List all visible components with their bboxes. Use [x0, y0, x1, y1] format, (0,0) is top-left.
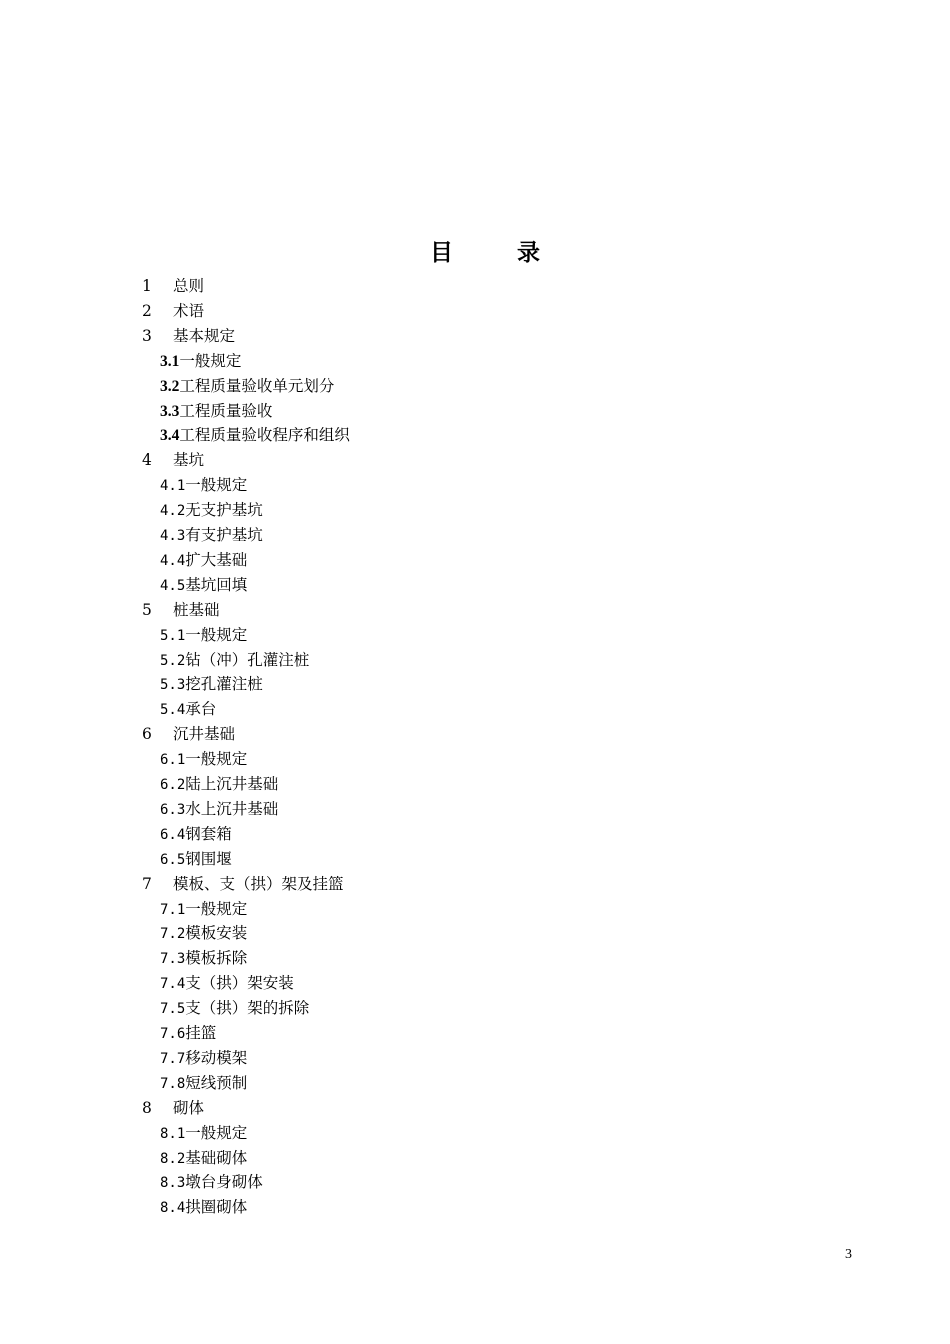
toc-section-entry: [160, 897, 247, 921]
toc-entry-number: 7.5: [160, 1001, 186, 1018]
toc-entry-number: 3: [142, 326, 152, 345]
toc-entry-title: 一般规定: [179, 351, 242, 370]
toc-entry-title: 模板拆除: [185, 949, 248, 968]
toc-entry-title: 支（拱）架安装: [185, 974, 294, 993]
toc-section-entry: [160, 523, 263, 547]
toc-chapter-entry: [142, 722, 235, 746]
toc-entry-number: 2: [142, 301, 152, 320]
toc-chapter-entry: [142, 1096, 204, 1120]
toc-section-entry: [160, 1170, 263, 1194]
toc-entry-number: 3.3: [160, 402, 180, 420]
toc-entry-number: 7.6: [160, 1026, 186, 1042]
toc-entry-title: 总则: [173, 277, 205, 295]
toc-entry-title: 水上沉井基础: [185, 799, 279, 818]
toc-entry-number: 5.4: [160, 702, 186, 719]
toc-entry-number: 6.2: [160, 777, 186, 793]
toc-section-entry: [160, 573, 247, 597]
toc-section-entry: [160, 498, 263, 522]
toc-entry-title: 短线预制: [185, 1073, 248, 1092]
toc-entry-number: 6: [142, 725, 152, 744]
toc-entry-title: 拱圈砌体: [185, 1198, 248, 1217]
toc-entry-title: 一般规定: [185, 476, 248, 495]
toc-entry-number: 3.2: [160, 377, 180, 395]
toc-entry-title: 钢套箱: [185, 824, 232, 843]
toc-entry-number: 8.2: [160, 1150, 186, 1167]
toc-chapter-entry: [142, 448, 204, 472]
toc-section-entry: [160, 1121, 247, 1145]
toc-section-entry: [160, 349, 241, 373]
toc-entry-title: 挖孔灌注桩: [185, 675, 263, 694]
toc-entry-title: 扩大基础: [185, 550, 248, 569]
toc-entry-title: 陆上沉井基础: [185, 775, 279, 793]
page-number: 3: [845, 1247, 852, 1262]
toc-entry-number: 7.2: [160, 926, 186, 943]
toc-chapter-entry: [142, 598, 220, 622]
toc-entry-number: 4.2: [160, 503, 186, 520]
toc-entry-title: 基坑: [173, 451, 205, 470]
toc-section-entry: [160, 672, 263, 696]
toc-entry-number: 4.3: [160, 528, 186, 544]
toc-entry-number: 8: [142, 1098, 152, 1117]
toc-section-entry: [160, 1021, 216, 1045]
toc-entry-number: 4.1: [160, 478, 186, 495]
toc-entry-number: 3.4: [160, 427, 180, 445]
toc-entry-title: 沉井基础: [173, 725, 236, 744]
toc-section-entry: [160, 423, 350, 447]
toc-entry-title: 基础砌体: [185, 1148, 248, 1167]
toc-entry-title: 有支护基坑: [185, 526, 263, 544]
toc-entry-title: 挂篮: [185, 1024, 217, 1042]
toc-section-entry: [160, 1046, 247, 1070]
toc-entry-number: 7: [142, 874, 152, 893]
toc-section-entry: [160, 473, 247, 497]
toc-section-entry: [160, 971, 294, 995]
toc-section-entry: [160, 1071, 247, 1095]
toc-entry-title: 基坑回填: [185, 575, 248, 594]
toc-entry-number: 3.1: [160, 352, 180, 370]
toc-section-entry: [160, 648, 309, 672]
toc-entry-number: 6.4: [160, 826, 186, 843]
toc-entry-title: 模板安装: [185, 924, 248, 943]
toc-entry-title: 一般规定: [185, 1123, 248, 1142]
toc-section-entry: [160, 921, 247, 945]
toc-entry-title: 一般规定: [185, 899, 248, 918]
toc-entry-title: 一般规定: [185, 750, 248, 769]
toc-chapter-entry: [142, 299, 204, 323]
toc-entry-title: 工程质量验收: [179, 401, 273, 420]
toc-entry-number: 7.7: [160, 1050, 186, 1067]
toc-section-entry: [160, 822, 232, 846]
toc-section-entry: [160, 374, 334, 398]
toc-entry-number: 5.2: [160, 652, 186, 669]
toc-section-entry: [160, 1146, 247, 1170]
toc-entry-number: 6.1: [160, 752, 186, 769]
toc-entry-title: 移动模架: [185, 1048, 248, 1067]
toc-section-entry: [160, 399, 272, 423]
toc-entry-title: 支（拱）架的拆除: [185, 999, 310, 1018]
toc-entry-number: 6.5: [160, 851, 186, 868]
toc-section-entry: [160, 996, 309, 1020]
toc-section-entry: [160, 797, 278, 821]
toc-entry-number: 7.8: [160, 1075, 186, 1092]
toc-entry-number: 7.1: [160, 901, 186, 918]
toc-entry-title: 钢围堰: [185, 849, 232, 868]
toc-section-entry: [160, 697, 216, 721]
toc-entry-title: 无支护基坑: [185, 501, 263, 520]
toc-entry-number: 7.4: [160, 976, 186, 993]
toc-chapter-entry: [142, 324, 235, 348]
toc-chapter-entry: [142, 274, 204, 298]
page-title: 目 录: [429, 240, 568, 266]
toc-section-entry: [160, 548, 247, 572]
toc-entry-number: 5: [142, 600, 152, 619]
toc-entry-number: 5.1: [160, 627, 186, 644]
toc-entry-number: 5.3: [160, 677, 186, 694]
toc-chapter-entry: [142, 872, 344, 896]
toc-entry-title: 工程质量验收程序和组织: [179, 426, 350, 445]
toc-entry-number: 8.4: [160, 1200, 186, 1217]
toc-section-entry: [160, 623, 247, 647]
toc-entry-number: 8.1: [160, 1125, 186, 1142]
toc-entry-title: 一般规定: [185, 625, 248, 644]
toc-entry-title: 墩台身砌体: [185, 1173, 263, 1192]
toc-entry-title: 术语: [173, 301, 205, 320]
toc-entry-title: 工程质量验收单元划分: [179, 376, 335, 395]
toc-entry-title: 基本规定: [173, 326, 236, 345]
toc-section-entry: [160, 847, 232, 871]
toc-entry-title: 砌体: [173, 1098, 205, 1117]
toc-section-entry: [160, 772, 278, 796]
toc-entry-number: 4.4: [160, 552, 186, 569]
toc-entry-number: 7.3: [160, 951, 186, 968]
toc-section-entry: [160, 1195, 247, 1219]
toc-entry-number: 4: [142, 451, 152, 470]
toc-entry-title: 模板、支（拱）架及挂篮: [173, 874, 344, 893]
toc-entry-title: 钻（冲）孔灌注桩: [185, 650, 310, 669]
toc-entry-number: 6.3: [160, 801, 186, 818]
toc-section-entry: [160, 946, 247, 970]
toc-entry-number: 4.5: [160, 577, 186, 594]
toc-entry-number: 8.3: [160, 1175, 186, 1192]
toc-entry-title: 桩基础: [173, 600, 220, 619]
toc-entry-number: 1: [142, 277, 152, 295]
toc-section-entry: [160, 747, 247, 771]
toc-entry-title: 承台: [185, 700, 217, 719]
